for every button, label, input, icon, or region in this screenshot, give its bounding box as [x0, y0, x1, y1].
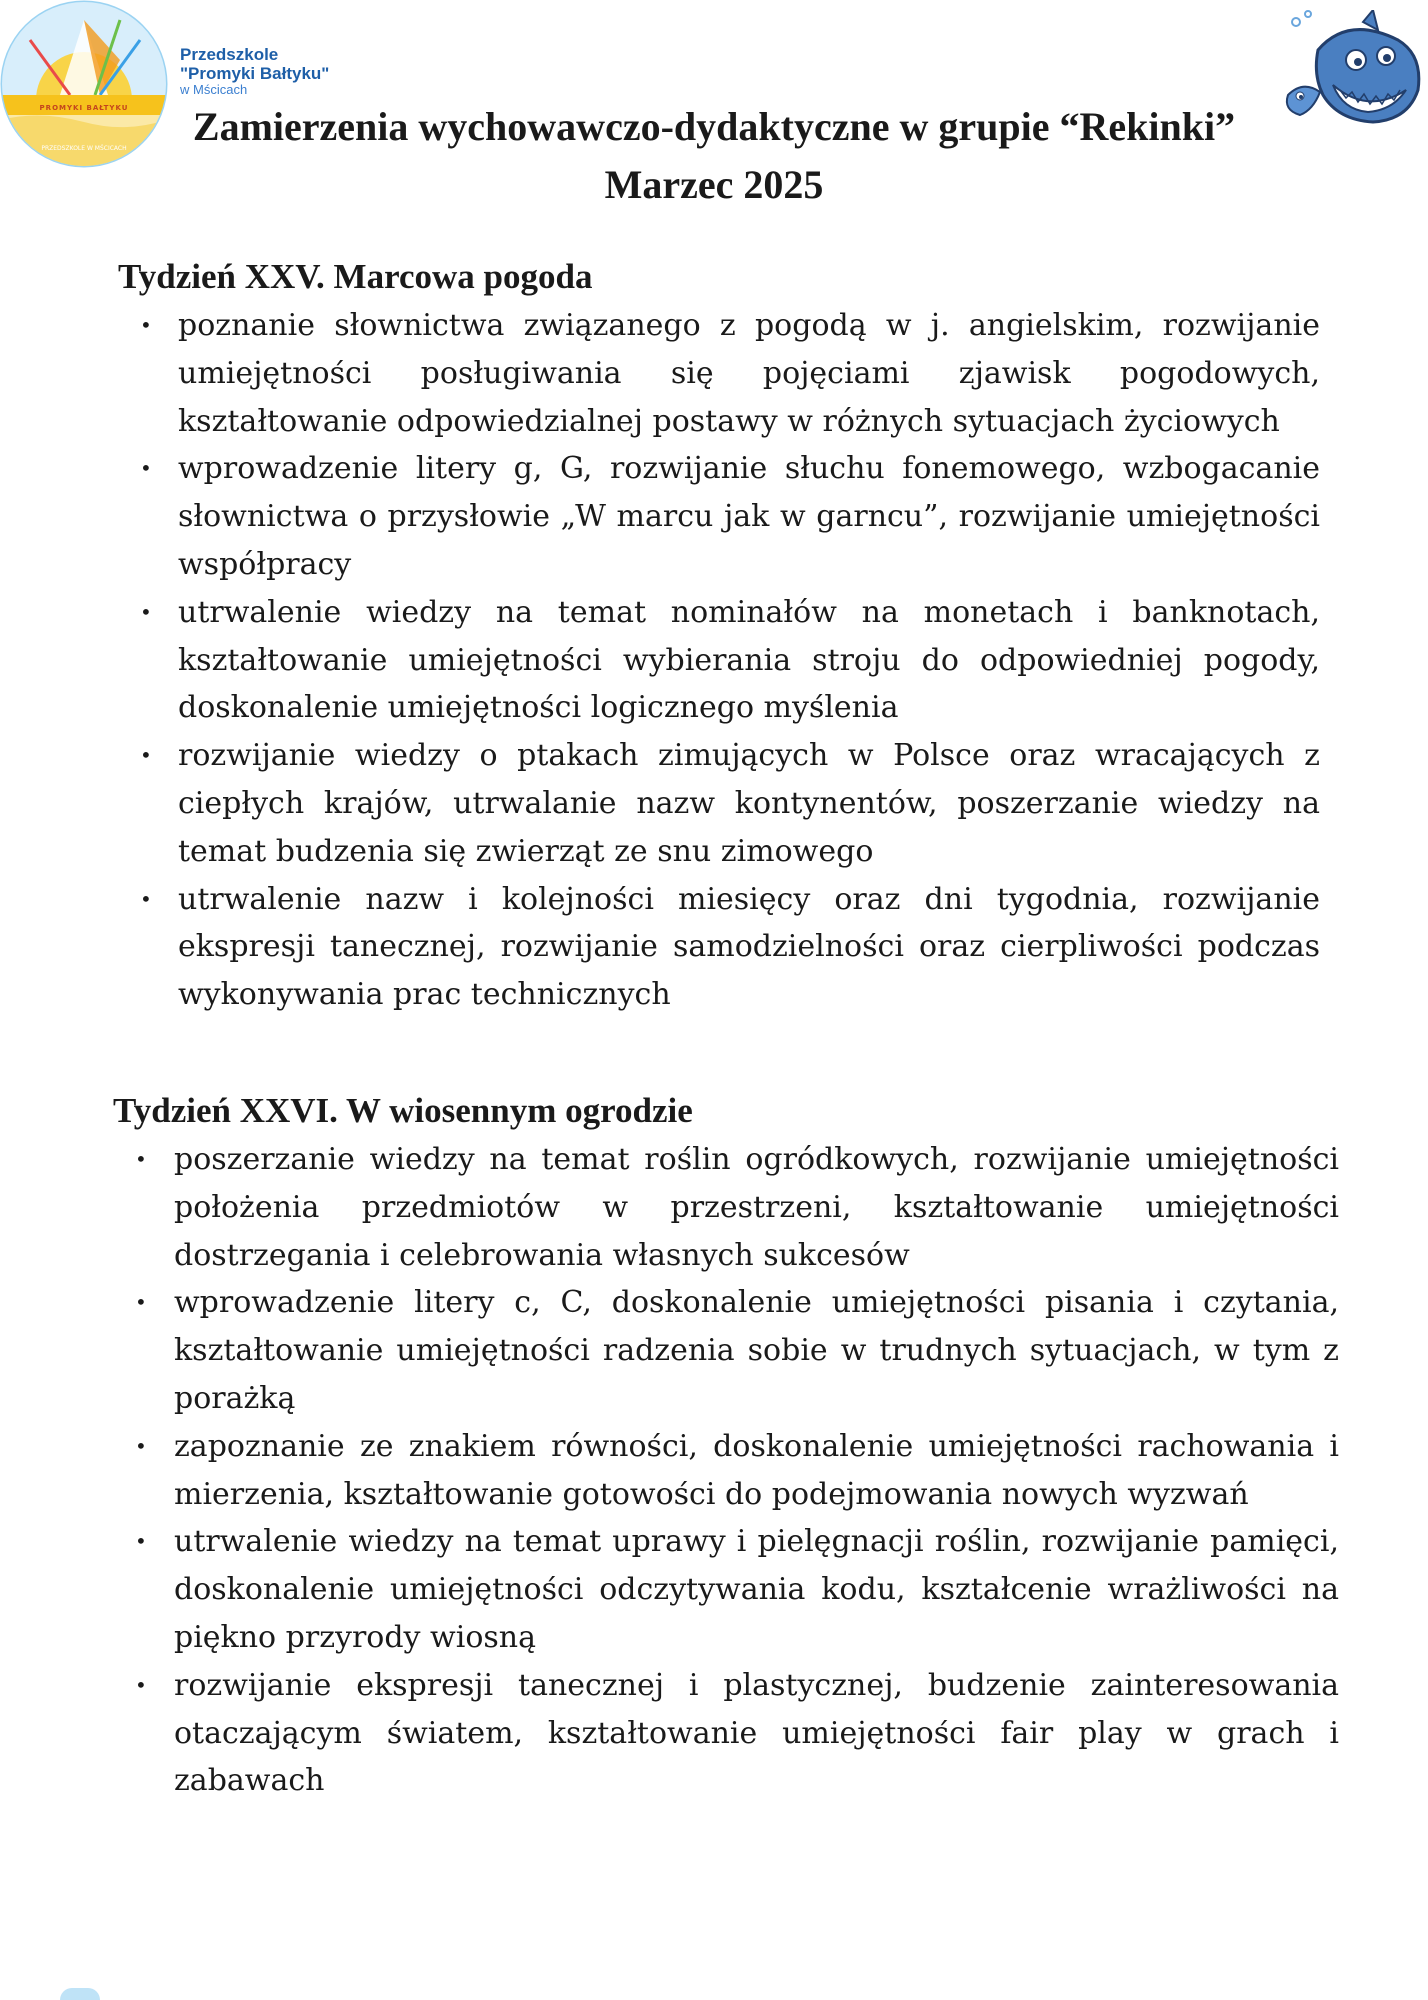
week-title: Tydzień XXVI. W wiosennym ogrodzie — [113, 1091, 693, 1130]
school-town: w Mścicach — [180, 82, 248, 97]
bullet-icon: • — [135, 1672, 147, 1697]
school-name — [180, 45, 329, 97]
list-item — [118, 589, 1320, 732]
document-title: Zamierzenia wychowawczo-dydaktyczne w grupie “Rekinki” — [192, 104, 1236, 149]
week-title: Tydzień XXV. Marcowa pogoda — [118, 257, 593, 296]
bullet-icon: • — [135, 1147, 147, 1171]
week-goals-list — [113, 1136, 1339, 1805]
list-item-text: utrwalenie wiedzy na temat uprawy i pielęgnacji roślin, rozwijanie pamięci, doskonalenie umiejętności odczytywania kodu, kształcenie wrażliwości na piękno przyrody wiosną — [174, 1524, 1339, 1655]
school-name-line2: "Promyki Bałtyku" — [180, 64, 330, 83]
bullet-icon: • — [140, 743, 152, 768]
list-item — [113, 1136, 1339, 1279]
week-goals-list — [118, 302, 1320, 1019]
list-item — [118, 876, 1320, 1019]
document-subtitle-month: Marzec 2025 — [604, 162, 824, 207]
week-section-xxv — [118, 256, 1320, 1019]
svg-text:PRZEDSZKOLE W MŚCICACH: PRZEDSZKOLE W MŚCICACH — [41, 145, 127, 152]
bullet-icon: • — [140, 456, 152, 481]
list-item-text: rozwijanie ekspresji tanecznej i plastycznej, budzenie zainteresowania otaczającym światem, kształtowanie umiejętności fair play w grach i zabawach — [174, 1667, 1339, 1799]
svg-text:PROMYKI BAŁTYKU: PROMYKI BAŁTYKU — [39, 104, 129, 112]
bullet-icon: • — [135, 1433, 147, 1458]
list-item — [113, 1423, 1339, 1519]
list-item-text: zapoznanie ze znakiem równości, doskonalenie umiejętności rachowania i mierzenia, kształtowanie gotowości do podejmowania nowych wyzwań — [174, 1428, 1339, 1512]
list-item-text: rozwijanie wiedzy o ptakach zimujących w Polsce oraz wracających z ciepłych krajów, utrwalanie nazw kontynentów, poszerzanie wiedzy na temat budzenia się zwierząt ze snu zimowego — [178, 738, 1320, 869]
list-item — [118, 732, 1320, 875]
bullet-icon: • — [140, 599, 152, 624]
list-item-text: utrwalenie wiedzy na temat nominałów na monetach i banknotach, kształtowanie umiejętności wybierania stroju do odpowiedniej pogody, doskonalenie umiejętności logicznego myślenia — [178, 594, 1320, 726]
list-item — [113, 1662, 1339, 1805]
school-name-line1: Przedszkole — [180, 45, 279, 64]
list-item — [118, 302, 1320, 445]
list-item — [118, 445, 1320, 588]
bullet-icon: • — [140, 886, 152, 911]
list-item-text: utrwalenie nazw i kolejności miesięcy oraz dni tygodnia, rozwijanie ekspresji tanecznej, rozwijanie samodzielności oraz cierpliwości podczas wykonywania prac technicznych — [178, 881, 1320, 1013]
bullet-icon: • — [135, 1290, 147, 1315]
list-item-text: wprowadzenie litery g, G, rozwijanie słuchu fonemowego, wzbogacanie słownictwa o przysłowie „W marcu jak w garncu”, rozwijanie umiejętności współpracy — [178, 451, 1320, 582]
bullet-icon: • — [140, 313, 152, 337]
list-item-text: poznanie słownictwa związanego z pogodą w j. angielskim, rozwijanie umiejętności posługiwania się pojęciami zjawisk pogodowych, kształtowanie odpowiedzialnej postawy w różnych sytuacjach życiowych — [178, 308, 1320, 439]
week-section-xxvi — [113, 1090, 1339, 1805]
list-item-text: wprowadzenie litery c, C, doskonalenie umiejętności pisania i czytania, kształtowanie umiejętności radzenia sobie w trudnych sytuacjach, w tym z porażką — [174, 1285, 1339, 1416]
list-item — [113, 1279, 1339, 1422]
list-item — [113, 1518, 1339, 1661]
list-item-text: poszerzanie wiedzy na temat roślin ogródkowych, rozwijanie umiejętności położenia przedmiotów w przestrzeni, kształtowanie umiejętności dostrzegania i celebrowania własnych sukcesów — [174, 1142, 1339, 1273]
page-corner-decoration — [60, 1988, 100, 2000]
bullet-icon: • — [135, 1529, 147, 1554]
